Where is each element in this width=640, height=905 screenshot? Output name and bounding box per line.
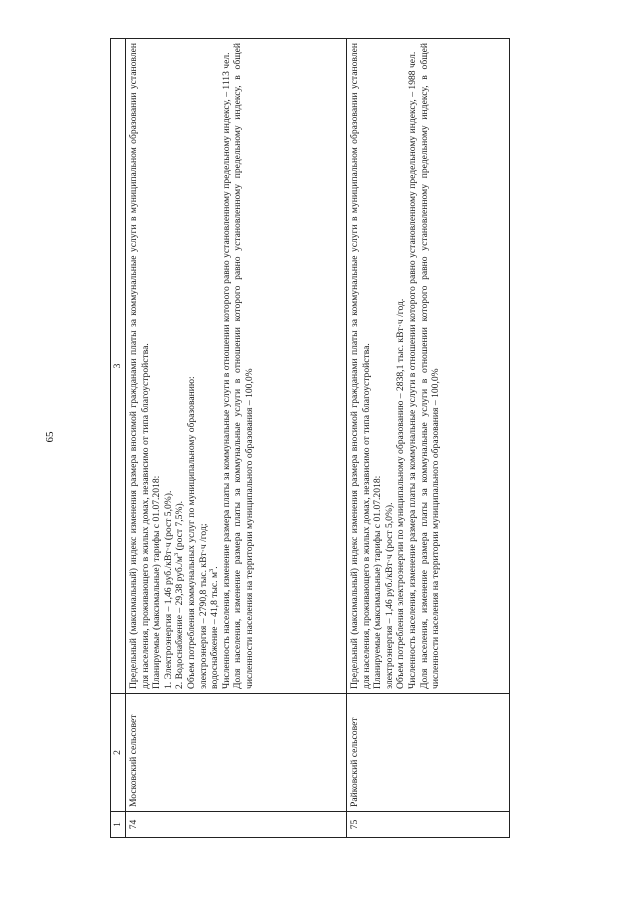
tariff-description [346,39,509,694]
rotated-table-wrapper [110,38,510,838]
table-header-row [111,39,126,838]
tariff-description [126,39,347,694]
table-row [346,39,509,838]
volume-water: водоснабжение – 41,8 тыс. $м^3$. [207,566,221,689]
header-col-1: 1 [111,812,126,838]
tariff-electricity: электроэнергия – 1,46 руб./кВт·ч (рост 5,0%). [383,502,395,689]
tariff-header: Планируемые (максимальные) тарифы с 01.07.2018: [372,475,384,689]
table-row [126,39,347,838]
tariff-table [110,38,510,838]
municipality-name: Московский сельсовет [126,694,347,812]
row-number: 75 [346,812,509,838]
share-text: Доля населения, изменение размера платы за коммунальные услуги в отношении которого равно установленному предельному индексу, в общей численности населения на территории муниципального образования – 100,0% [418,43,442,689]
volume-header: Объем потребления коммунальных услуг по муниципальному образованию: [185,376,197,689]
lead-text: Предельный (максимальный) индекс изменения размера вносимой гражданами платы за коммунальные услуги в муниципальном образовании установлен для населения, проживающего в жилых домах, независимо от типа благоустройства. [128,43,151,689]
volume-electricity: электроэнергия – 2790,8 тыс. кВт·ч /год; [197,523,209,689]
header-col-2: 2 [111,694,126,812]
tariff-water: 2. Водоснабжение – 29,38 $руб./м^3$ (рост 7,5%). [173,500,186,689]
volume-electricity: Объем потребления электроэнергии по муниципальному образованию – 2838,1 тыс. кВт·ч /год. [395,298,407,689]
share-text: Доля населения, изменение размера платы за коммунальные услуги в отношении которого равно установленному предельному индексу, в общей численности населения на территории муниципального образования – 100,0% [232,43,255,689]
row-number: 74 [126,812,347,838]
municipality-name: Райковский сельсовет [346,694,509,812]
population-text: Численность населения, изменение размера платы за коммунальные услуги в отношении которого равно установленному предельному индексу, – 1988 чел. [406,51,418,689]
header-col-3: 3 [111,39,126,694]
lead-text: Предельный (максимальный) индекс изменения размера вносимой гражданами платы за коммунальные услуги в муниципальном образовании установлен для населения, проживающего в жилых домах, независимо от типа благоустройства. [348,43,372,689]
tariff-electricity: 1. Электроэнергия – 1,46 руб./кВт·ч (рост 5,0%). [162,490,174,689]
population-text: Численность населения, изменение размера платы за коммунальные услуги в отношении которого равно установленному предельному индексу, – 1113 чел. [220,52,232,689]
tariff-header: Планируемые (максимальные) тарифы с 01.07.2018: [151,475,163,689]
page-number: 65 [44,431,56,443]
